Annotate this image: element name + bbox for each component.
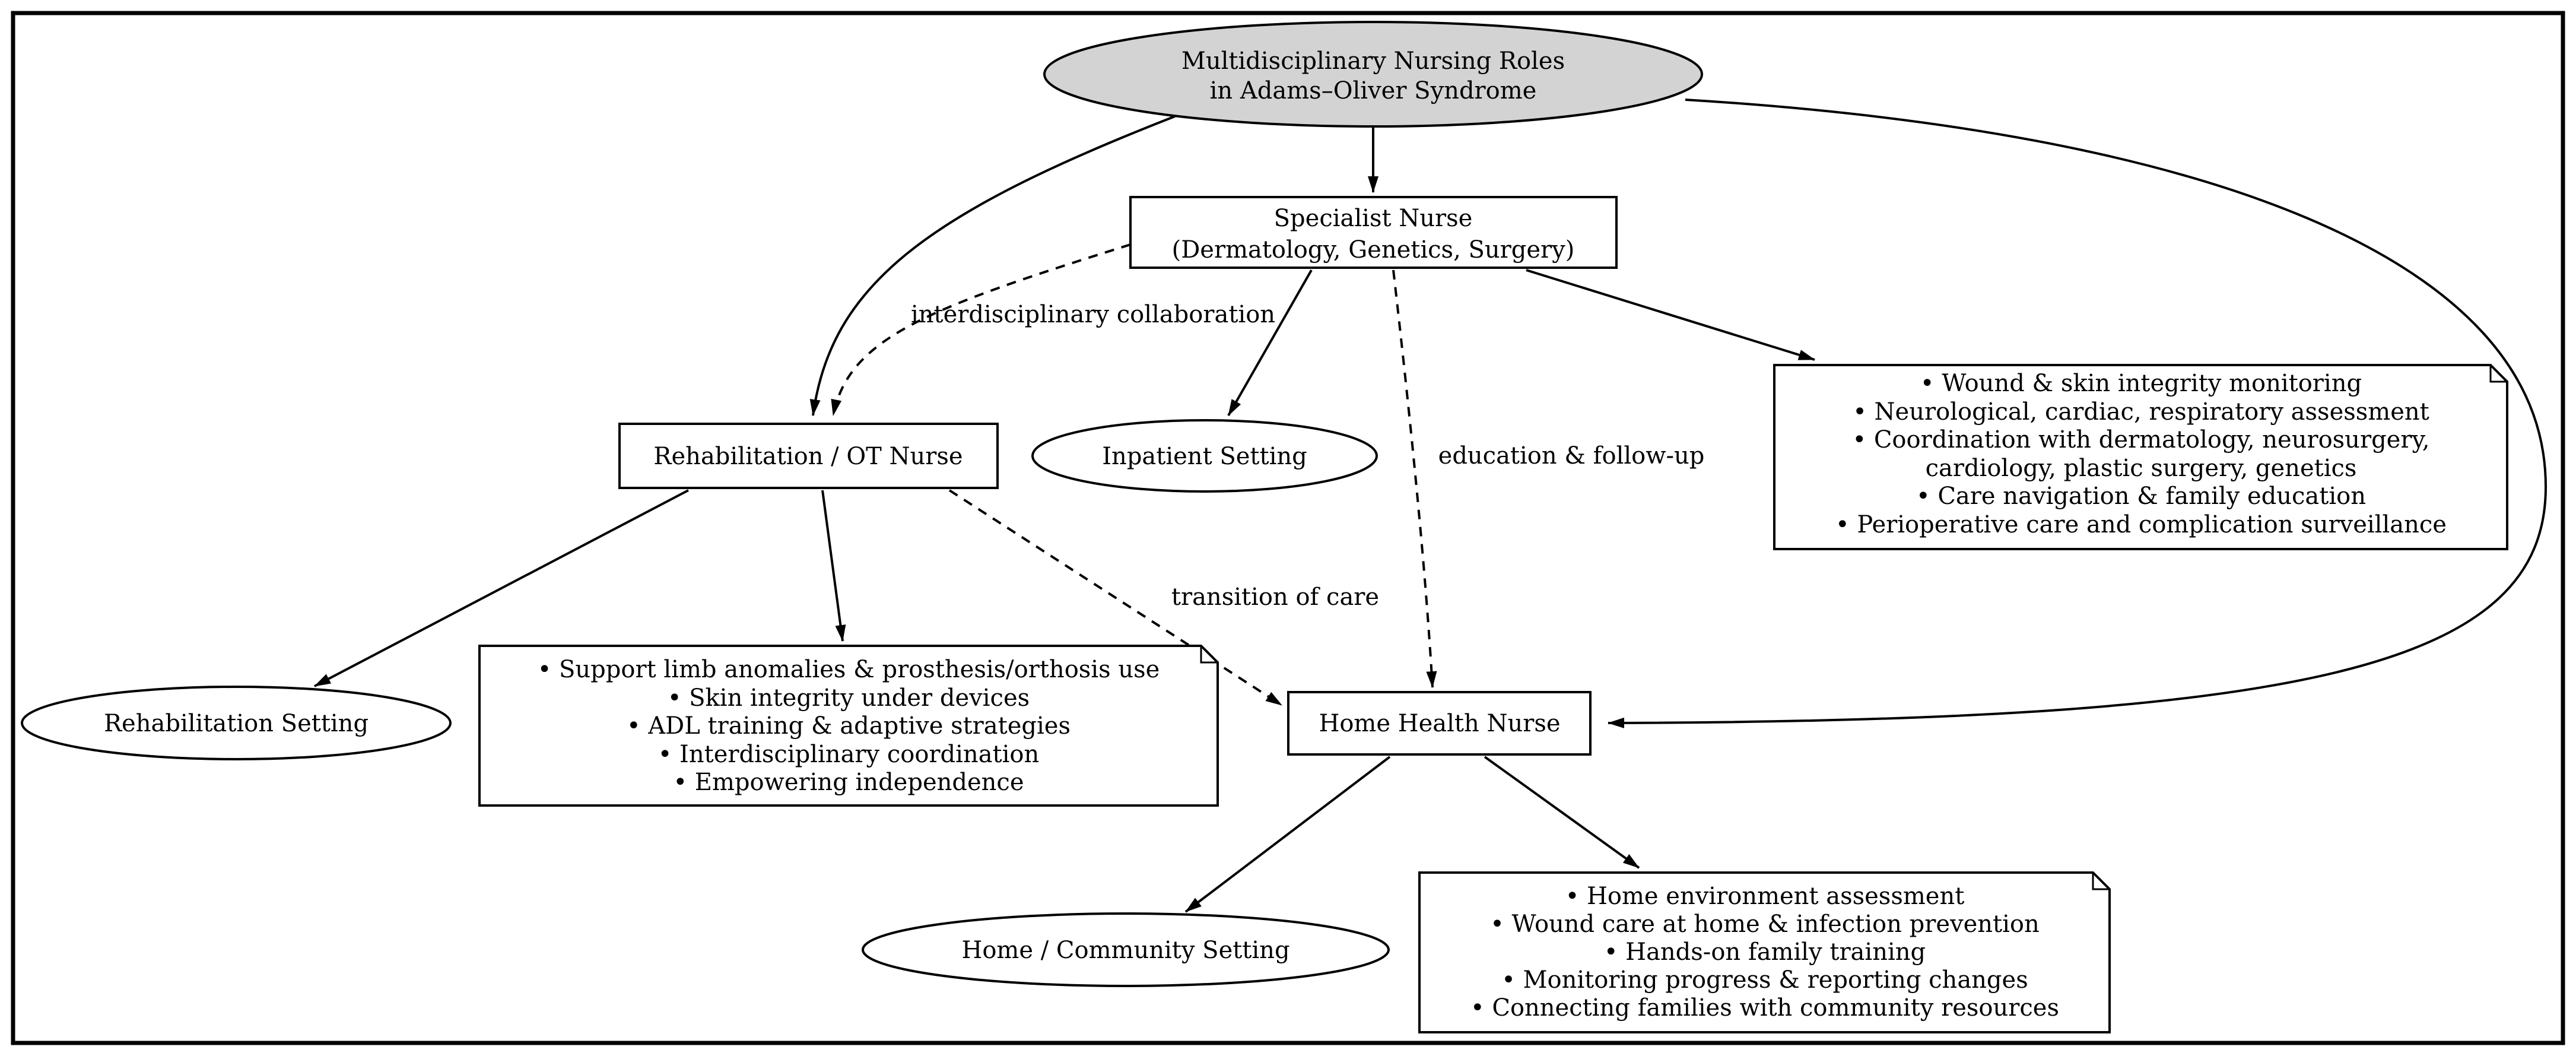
rehab-roles-line-4: • Interdisciplinary coordination bbox=[658, 741, 1040, 768]
specialist-nurse-label-line1: Specialist Nurse bbox=[1273, 205, 1473, 232]
root-node-title-line1: Multidisciplinary Nursing Roles bbox=[1181, 47, 1565, 75]
home-roles-line-2: • Wound care at home & infection prevention bbox=[1490, 911, 2040, 938]
rehab-ot-nurse-label: Rehabilitation / OT Nurse bbox=[653, 443, 963, 470]
specialist-roles-line-5: • Care navigation & family education bbox=[1916, 483, 2366, 510]
home-roles-line-3: • Hands-on family training bbox=[1603, 938, 1926, 966]
home-community-setting-label: Home / Community Setting bbox=[961, 937, 1290, 964]
edge-label-interdisciplinary-collaboration: interdisciplinary collaboration bbox=[910, 301, 1276, 328]
edge-home-to-home-note bbox=[1485, 757, 1639, 868]
edge-label-transition-of-care: transition of care bbox=[1171, 584, 1380, 611]
inpatient-setting-label: Inpatient Setting bbox=[1102, 443, 1307, 470]
edge-root-to-rehab bbox=[813, 116, 1175, 416]
edge-rehab-to-rehab-note bbox=[822, 490, 843, 641]
specialist-roles-line-4: cardiology, plastic surgery, genetics bbox=[1925, 455, 2357, 482]
root-node-title-line2: in Adams–Oliver Syndrome bbox=[1209, 77, 1537, 104]
edge-specialist-to-specialist-note bbox=[1526, 270, 1815, 360]
home-roles-line-5: • Connecting families with community resources bbox=[1470, 994, 2059, 1022]
home-roles-line-1: • Home environment assessment bbox=[1565, 883, 1965, 910]
specialist-nurse-label-line2: (Dermatology, Genetics, Surgery) bbox=[1171, 236, 1575, 264]
rehab-roles-line-5: • Empowering independence bbox=[673, 769, 1024, 796]
home-health-nurse-label: Home Health Nurse bbox=[1319, 710, 1561, 737]
home-roles-line-4: • Monitoring progress & reporting changes bbox=[1501, 966, 2028, 994]
rehab-roles-line-3: • ADL training & adaptive strategies bbox=[626, 712, 1071, 740]
rehab-roles-line-1: • Support limb anomalies & prosthesis/orthosis use bbox=[537, 656, 1160, 683]
edge-specialist-to-inpatient bbox=[1228, 270, 1311, 416]
edge-label-education-follow-up: education & follow-up bbox=[1438, 442, 1705, 470]
specialist-roles-line-6: • Perioperative care and complication surveillance bbox=[1835, 511, 2447, 538]
specialist-roles-line-2: • Neurological, cardiac, respiratory assessment bbox=[1853, 398, 2429, 426]
specialist-roles-line-3: • Coordination with dermatology, neurosurgery, bbox=[1852, 426, 2430, 454]
rehab-roles-line-2: • Skin integrity under devices bbox=[667, 684, 1030, 712]
edge-specialist-to-rehab-collaboration bbox=[833, 245, 1130, 416]
rehabilitation-setting-label: Rehabilitation Setting bbox=[103, 710, 369, 737]
edge-specialist-to-home-education bbox=[1393, 270, 1432, 687]
specialist-roles-line-1: • Wound & skin integrity monitoring bbox=[1920, 370, 2362, 397]
